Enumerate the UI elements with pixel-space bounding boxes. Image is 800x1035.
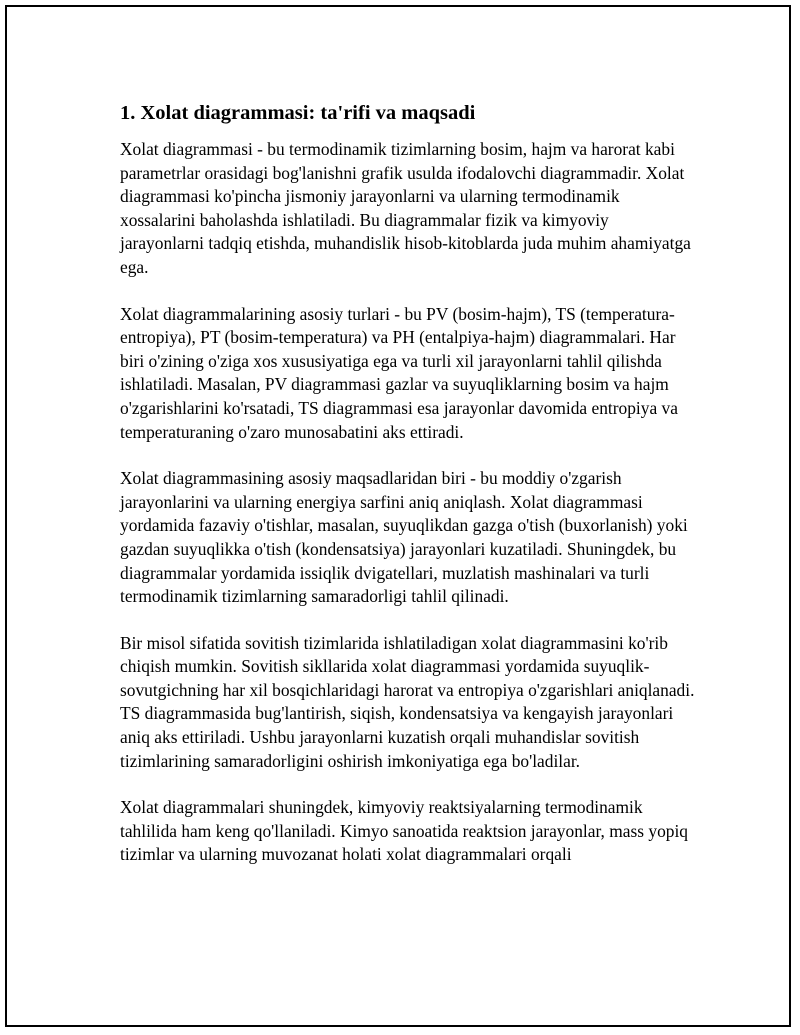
paragraph-types: Xolat diagrammalarining asosiy turlari - bu PV (bosim-hajm), TS (temperatura-entropiya), PT (bosim-temperatura) va PH (entalpiya-hajm) diagrammalari. Har biri o'zining o'ziga xos xususiyatiga ega va turli xil jarayonlarni tahlil qilishda ishlatiladi. Masalan, PV diagrammasi gazlar va suyuqliklarning bosim va hajm o'zgarishlarini ko'rsatadi, TS diagrammasi esa jarayonlar davomida entropiya va temperaturaning o'zaro munosabatini aks ettiradi. bbox=[120, 303, 678, 442]
paragraph-purpose: Xolat diagrammasining asosiy maqsadlaridan biri - bu moddiy o'zgarish jarayonlarini va ularning energiya sarfini aniq aniqlash. Xolat diagrammasi yordamida fazaviy o'tishlar, masalan, suyuqlikdan gazga o'tish (buxorlanish) yoki gazdan suyuqlikka o'tish (kondensatsiya) jarayonlari kuzatiladi. Shuningdek, bu diagrammalar yordamida issiqlik dvigatellari, muzlatish mashinalari va turli termodinamik tizimlarning samaradorligi tahlil qilinadi. bbox=[120, 468, 688, 607]
paragraph-definition: Xolat diagrammasi - bu termodinamik tizimlarning bosim, hajm va harorat kabi parametrlar orasidagi bog'lanishni grafik usulda ifodalovchi diagrammadir. Xolat diagrammasi ko'pincha jismoniy jarayonlarni va ularning termodinamik xossalarini baholashda ishlatiladi. Bu diagrammalar fizik va kimyoviy jarayonlarni tadqiq etishda, muhandislik hisob-kitoblarda juda muhim ahamiyatga ega. bbox=[120, 139, 691, 277]
paragraph-example: Bir misol sifatida sovitish tizimlarida ishlatiladigan xolat diagrammasini ko'rib chiqish mumkin. Sovitish sikllarida xolat diagrammasi yordamida suyuqlik-sovutgichning har xil bosqichlaridagi harorat va entropiya o'zgarishlari aniqlanadi. TS diagrammasida bug'lantirish, siqish, kondensatsiya va kengayish jarayonlari aniq aks ettiriladi. Ushbu jarayonlarni kuzatish orqali muhandislar sovitish tizimlarining samaradorligini oshirish imkoniyatiga ega bo'ladilar. bbox=[120, 632, 695, 771]
paragraph-chemistry: Xolat diagrammalari shuningdek, kimyoviy reaktsiyalarning termodinamik tahlilida ham keng qo'llaniladi. Kimyo sanoatida reaktsion jarayonlar, mass yopiq tizimlar va ularning muvozanat holati xolat diagrammalari orqali bbox=[120, 797, 688, 865]
document-page bbox=[5, 5, 791, 1027]
document-body bbox=[120, 100, 695, 890]
section-heading: 1. Xolat diagrammasi: ta'rifi va maqsadi bbox=[120, 102, 476, 124]
